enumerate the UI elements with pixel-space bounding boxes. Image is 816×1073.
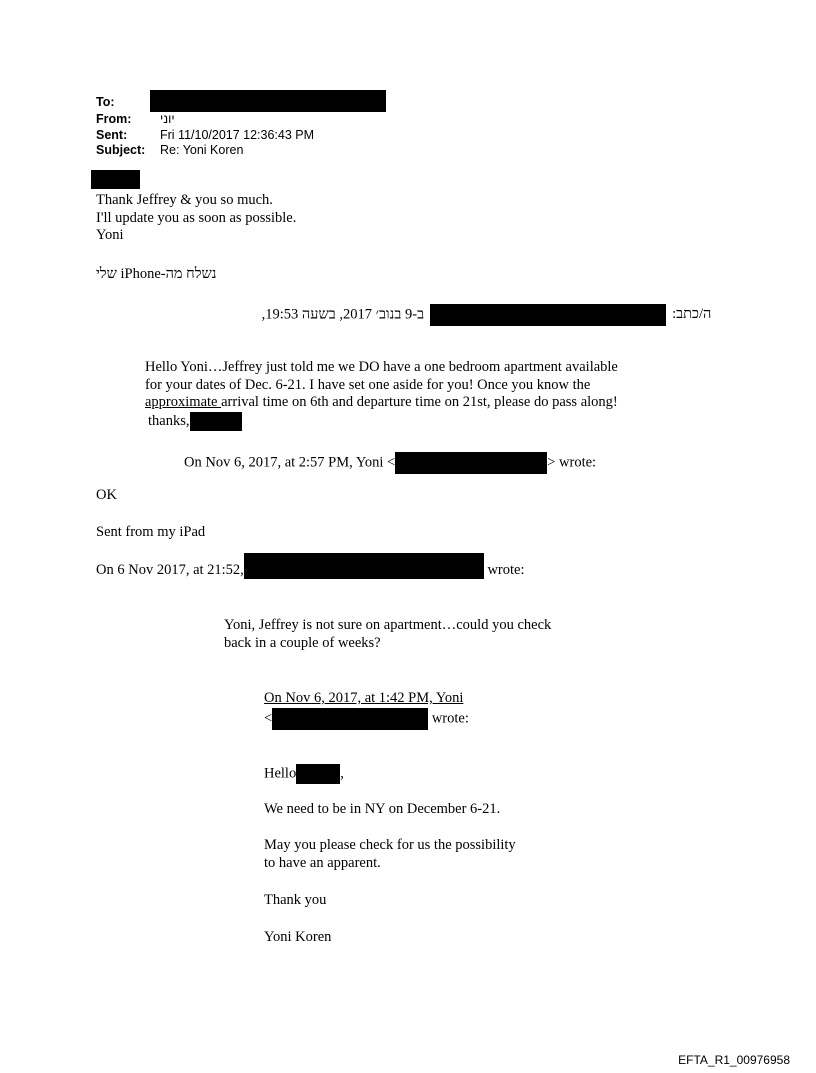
sent-value: Fri 11/10/2017 12:36:43 PM (160, 127, 315, 142)
sent-from-ipad: Sent from my iPad (96, 524, 206, 540)
attribution2-start: On Nov 6, 2017, at 2:57 PM, Yoni < (184, 454, 396, 471)
document-id: EFTA_R1_00976958 (678, 1053, 790, 1067)
attribution2-end: > wrote: (547, 454, 597, 471)
quote1-attribution-start: ב-9 בנוב׳ 2017, בשעה 19:53, (258, 306, 425, 323)
from-label: From: (96, 112, 132, 126)
quote2-line: back in a couple of weeks? (224, 634, 381, 651)
quote1-line: for your dates of Dec. 6-21. I have set one aside for you! Once you know the (145, 376, 591, 393)
quote1-line-rest: arrival time on 6th and departure time on 21st, please do pass along! (221, 394, 618, 410)
quote3-paragraph-2 (264, 837, 516, 872)
sent-row (96, 128, 386, 144)
subject-value: Re: Yoni Koren (160, 143, 244, 157)
to-row (96, 95, 386, 112)
redaction-box (244, 553, 484, 579)
quote3-line: to have an apparent. (264, 854, 381, 871)
quote2-line: Yoni, Jeffrey is not sure on apartment…could you check (224, 617, 552, 633)
redaction-box (91, 170, 140, 189)
subject-label: Subject: (96, 143, 146, 157)
quote1-line: Hello Yoni…Jeffrey just told me we DO have a one bedroom apartment available (145, 359, 618, 375)
ok-text: OK (96, 487, 117, 503)
msg2-attribution-end: wrote: (483, 562, 525, 578)
hello-line (264, 764, 344, 784)
redaction-box (395, 452, 547, 474)
redaction-box (296, 764, 340, 784)
from-value: יוני (160, 112, 175, 126)
quote1-attribution2 (184, 452, 596, 474)
subject-row (96, 143, 386, 159)
hello-text: Hello (264, 765, 297, 782)
quote3-attribution-line2 (264, 708, 469, 730)
reply-line: I'll update you as soon as possible. (96, 209, 297, 226)
to-label: To: (96, 95, 115, 109)
quote1-body (145, 359, 618, 431)
email-header (96, 95, 386, 159)
hello-comma: , (340, 765, 344, 782)
thanks-text: thanks, (148, 412, 190, 429)
quote3-line: May you please check for us the possibility (264, 837, 516, 853)
angle-open: < (264, 709, 273, 726)
underlined-word: approximate (145, 394, 222, 410)
thank-you-text: Thank you (264, 892, 327, 908)
quote1-line (145, 394, 618, 412)
quote3-attribution (264, 690, 469, 730)
msg2-attribution (96, 562, 524, 580)
quote2-body (224, 617, 551, 652)
from-row (96, 112, 386, 128)
quote3-attribution-line: On Nov 6, 2017, at 1:42 PM, Yoni (264, 690, 464, 706)
redaction-box (190, 412, 242, 431)
reply-line: Yoni (96, 227, 124, 243)
iphone-signature: נשלח מה-iPhone שלי (96, 266, 217, 282)
quote3-wrote: wrote: (428, 709, 469, 726)
redaction-box (150, 90, 386, 112)
redaction-box (272, 708, 428, 730)
quote1-attribution (258, 304, 715, 326)
quote1-attribution-end: ה/כתב: (672, 306, 716, 323)
reply-body (96, 192, 296, 245)
redaction-box (430, 304, 666, 326)
msg2-attribution-start: On 6 Nov 2017, at 21:52, (96, 562, 244, 578)
signature-name: Yoni Koren (264, 929, 332, 945)
reply-line: Thank Jeffrey & you so much. (96, 192, 273, 208)
sent-label: Sent: (96, 127, 128, 142)
quote1-thanks-line (145, 412, 618, 431)
quote3-paragraph: We need to be in NY on December 6-21. (264, 801, 501, 817)
